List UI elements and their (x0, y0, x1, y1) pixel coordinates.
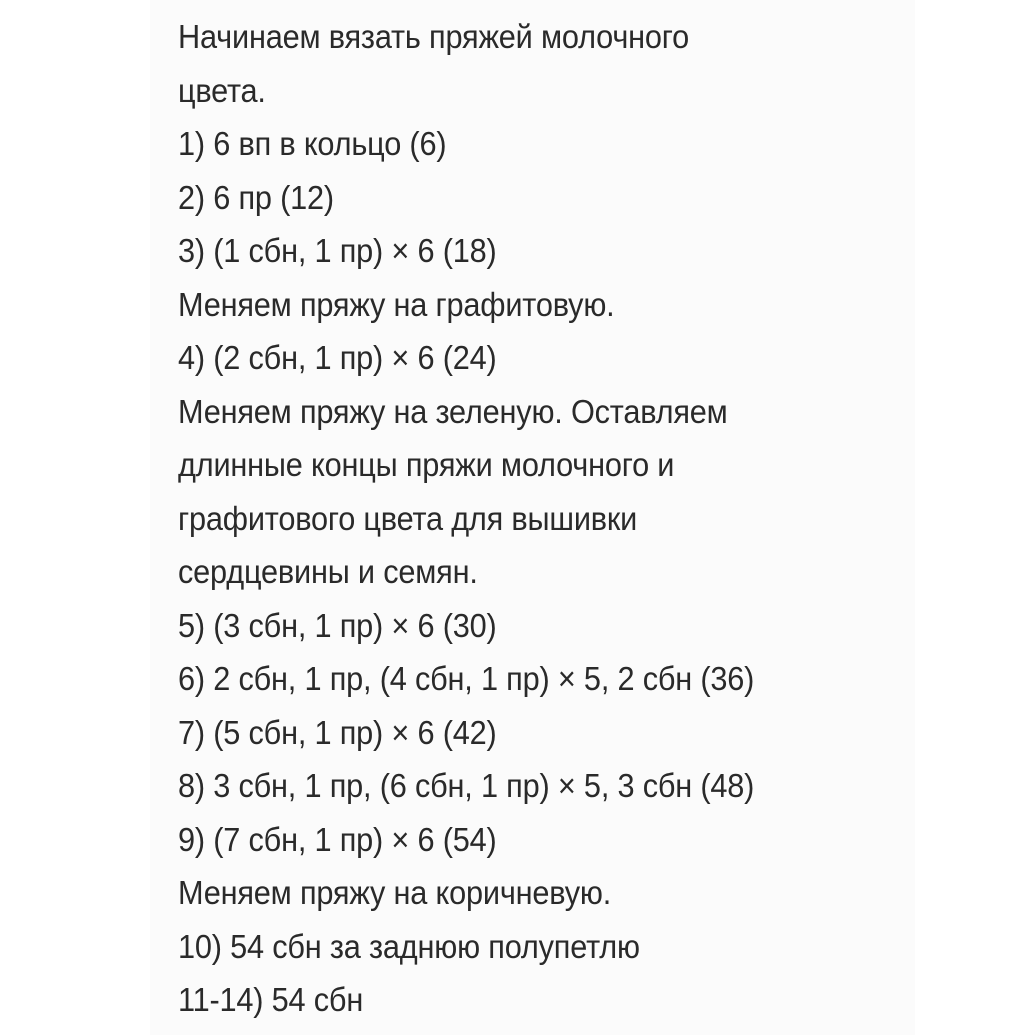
text-line: Меняем пряжу на графитовую. (178, 285, 615, 323)
text-line: 8) 3 сбн, 1 пр, (6 сбн, 1 пр) × 5, 3 сбн (48) (178, 767, 755, 804)
text-line: 2) 6 пр (12) (178, 178, 334, 216)
text-line: графитового цвета для вышивки (178, 499, 638, 537)
text-line: 1) 6 вп в кольцо (6) (178, 125, 447, 162)
text-line: сердцевины и семян. (178, 553, 478, 590)
text-line: 9) (7 сбн, 1 пр) × 6 (54) (178, 820, 497, 858)
text-line: цвета. (178, 71, 266, 109)
text-line: Меняем пряжу на зеленую. Оставляем (178, 392, 728, 430)
text-line: 11-14) 54 сбн (178, 981, 364, 1018)
pattern-text (178, 10, 848, 1027)
text-line: 4) (2 сбн, 1 пр) × 6 (24) (178, 339, 497, 376)
text-line: 10) 54 сбн за заднюю полупетлю (178, 927, 640, 965)
text-line: 3) (1 сбн, 1 пр) × 6 (18) (178, 232, 497, 269)
text-line: 6) 2 сбн, 1 пр, (4 сбн, 1 пр) × 5, 2 сбн (36) (178, 660, 755, 697)
text-line: Меняем пряжу на коричневую. (178, 874, 612, 911)
text-line: 5) (3 сбн, 1 пр) × 6 (30) (178, 606, 497, 644)
text-line: длинные концы пряжи молочного и (178, 446, 675, 483)
text-line: 7) (5 сбн, 1 пр) × 6 (42) (178, 713, 497, 751)
text-line: Начинаем вязать пряжей молочного (178, 18, 690, 55)
